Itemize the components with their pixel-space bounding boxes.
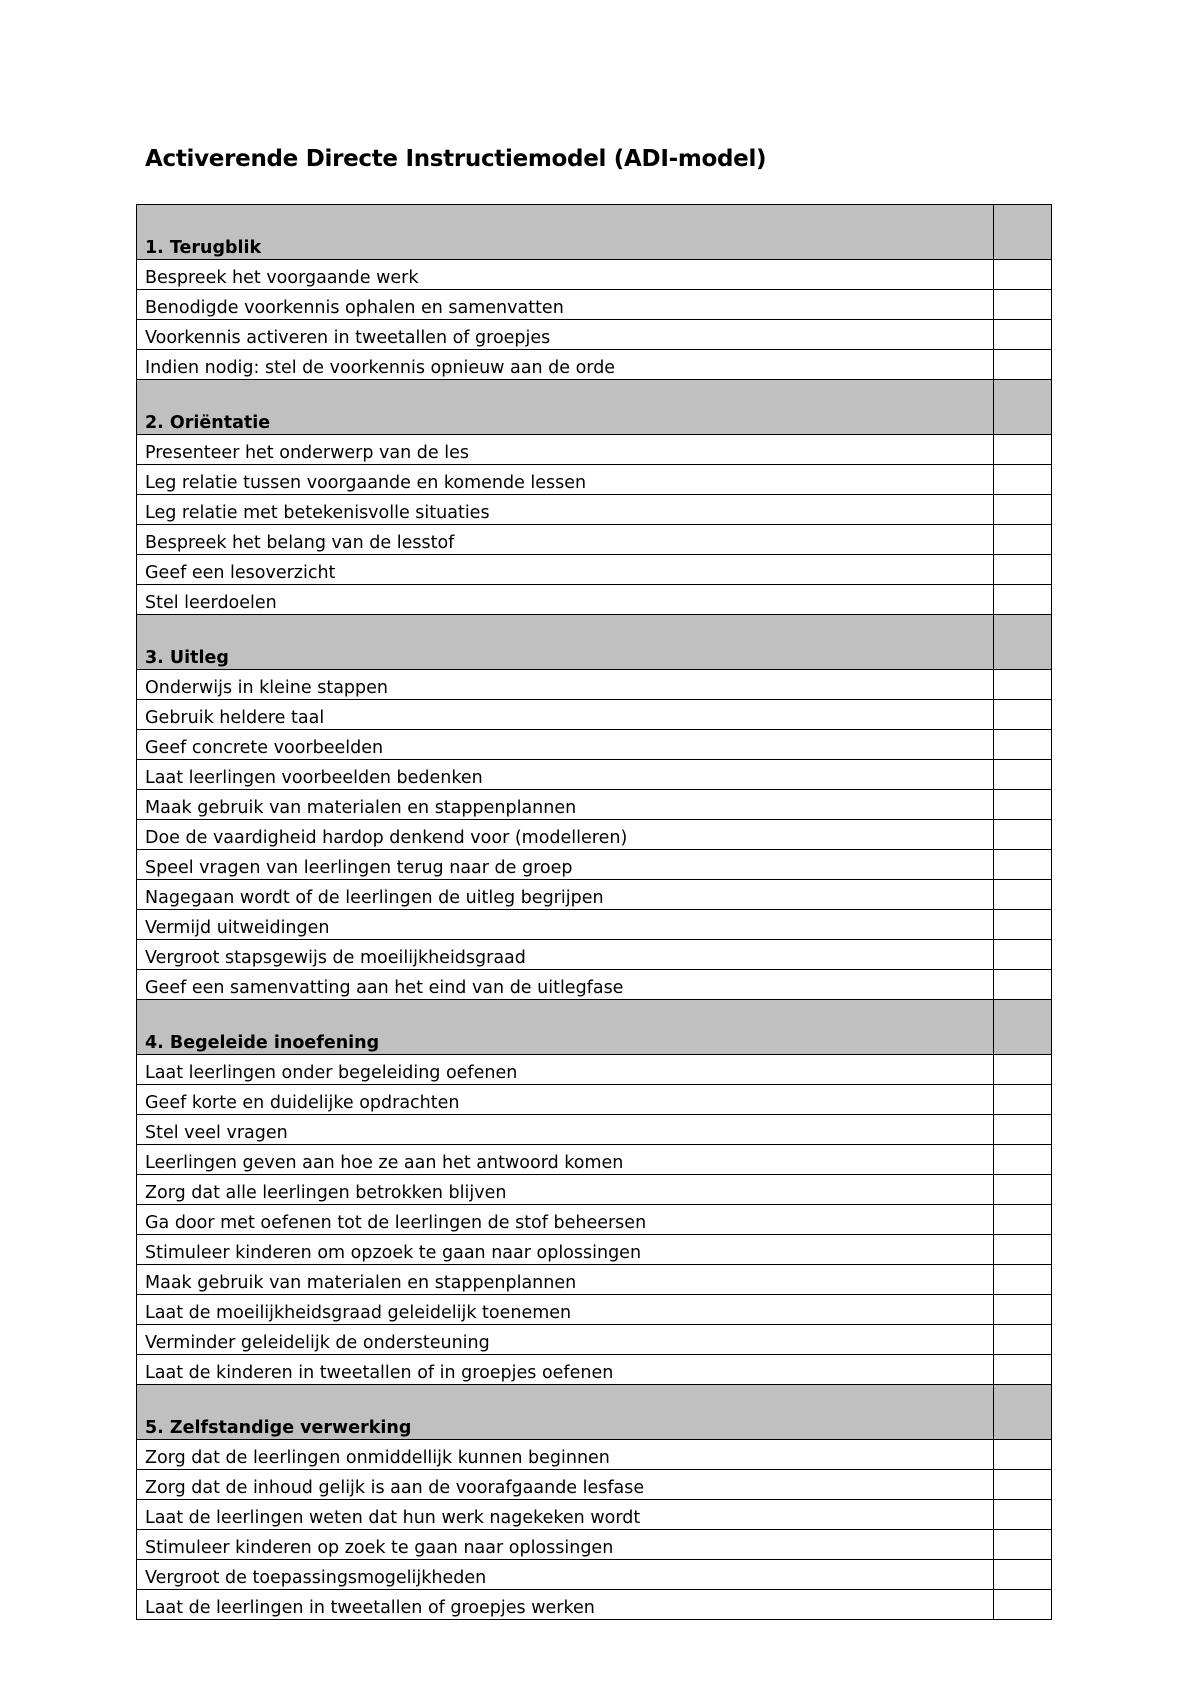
section-check-cell [994, 205, 1052, 260]
checkbox-cell[interactable] [994, 850, 1052, 880]
checkbox-cell[interactable] [994, 1440, 1052, 1470]
checklist-item-text: Nagegaan wordt of de leerlingen de uitleg begrijpen [137, 880, 994, 910]
checklist-row [137, 1055, 1052, 1085]
checklist-item-text: Vergroot stapsgewijs de moeilijkheidsgraad [137, 940, 994, 970]
checklist-row [137, 700, 1052, 730]
checkbox-cell[interactable] [994, 1115, 1052, 1145]
checkbox-cell[interactable] [994, 1205, 1052, 1235]
checklist-row [137, 1325, 1052, 1355]
checkbox-cell[interactable] [994, 350, 1052, 380]
checklist-item-text: Leg relatie met betekenisvolle situaties [137, 495, 994, 525]
section-check-cell [994, 615, 1052, 670]
checkbox-cell[interactable] [994, 495, 1052, 525]
checklist-row [137, 760, 1052, 790]
checklist-row [137, 1470, 1052, 1500]
checklist-row [137, 1590, 1052, 1620]
checklist-row [137, 670, 1052, 700]
checklist-item-text: Stel veel vragen [137, 1115, 994, 1145]
checklist-item-text: Gebruik heldere taal [137, 700, 994, 730]
checklist-item-text: Laat de moeilijkheidsgraad geleidelijk toenemen [137, 1295, 994, 1325]
section-heading: 2. Oriëntatie [137, 380, 994, 435]
checklist-row [137, 350, 1052, 380]
document-title: Activerende Directe Instructiemodel (ADI-model) [145, 146, 767, 172]
checklist-row [137, 1265, 1052, 1295]
checklist-item-text: Onderwijs in kleine stappen [137, 670, 994, 700]
checklist-item-text: Benodigde voorkennis ophalen en samenvatten [137, 290, 994, 320]
checkbox-cell[interactable] [994, 730, 1052, 760]
checklist-item-text: Maak gebruik van materialen en stappenplannen [137, 1265, 994, 1295]
checkbox-cell[interactable] [994, 555, 1052, 585]
checklist-item-text: Stimuleer kinderen op zoek te gaan naar oplossingen [137, 1530, 994, 1560]
checkbox-cell[interactable] [994, 525, 1052, 555]
checklist-item-text: Vermijd uitweidingen [137, 910, 994, 940]
checklist-row [137, 1175, 1052, 1205]
checkbox-cell[interactable] [994, 970, 1052, 1000]
checkbox-cell[interactable] [994, 910, 1052, 940]
checkbox-cell[interactable] [994, 1295, 1052, 1325]
checklist-row [137, 790, 1052, 820]
checklist-item-text: Voorkennis activeren in tweetallen of groepjes [137, 320, 994, 350]
checkbox-cell[interactable] [994, 790, 1052, 820]
checkbox-cell[interactable] [994, 700, 1052, 730]
checklist-item-text: Ga door met oefenen tot de leerlingen de stof beheersen [137, 1205, 994, 1235]
checklist-item-text: Zorg dat de inhoud gelijk is aan de voorafgaande lesfase [137, 1470, 994, 1500]
checklist-item-text: Zorg dat alle leerlingen betrokken blijven [137, 1175, 994, 1205]
checklist-row [137, 1530, 1052, 1560]
checklist-item-text: Bespreek het voorgaande werk [137, 260, 994, 290]
section-check-cell [994, 1000, 1052, 1055]
section-heading: 3. Uitleg [137, 615, 994, 670]
section-heading: 5. Zelfstandige verwerking [137, 1385, 994, 1440]
section-check-cell [994, 1385, 1052, 1440]
checklist-item-text: Vergroot de toepassingsmogelijkheden [137, 1560, 994, 1590]
section-header-row [137, 380, 1052, 435]
checklist-item-text: Bespreek het belang van de lesstof [137, 525, 994, 555]
checklist-row [137, 290, 1052, 320]
section-heading: 4. Begeleide inoefening [137, 1000, 994, 1055]
checkbox-cell[interactable] [994, 435, 1052, 465]
section-heading: 1. Terugblik [137, 205, 994, 260]
checkbox-cell[interactable] [994, 260, 1052, 290]
checkbox-cell[interactable] [994, 1500, 1052, 1530]
checklist-item-text: Laat leerlingen voorbeelden bedenken [137, 760, 994, 790]
checklist-item-text: Laat de leerlingen weten dat hun werk nagekeken wordt [137, 1500, 994, 1530]
checklist-row [137, 1500, 1052, 1530]
checklist-row [137, 465, 1052, 495]
checklist-row [137, 1145, 1052, 1175]
adi-checklist-table [136, 204, 1052, 1620]
checklist-row [137, 495, 1052, 525]
section-check-cell [994, 380, 1052, 435]
checkbox-cell[interactable] [994, 1355, 1052, 1385]
checkbox-cell[interactable] [994, 1470, 1052, 1500]
checklist-item-text: Presenteer het onderwerp van de les [137, 435, 994, 465]
checkbox-cell[interactable] [994, 1085, 1052, 1115]
checklist-item-text: Laat de leerlingen in tweetallen of groepjes werken [137, 1590, 994, 1620]
checklist-row [137, 435, 1052, 465]
section-header-row [137, 615, 1052, 670]
checklist-item-text: Geef een samenvatting aan het eind van de uitlegfase [137, 970, 994, 1000]
checklist-row [137, 320, 1052, 350]
checklist-body [137, 205, 1052, 1620]
checklist-item-text: Maak gebruik van materialen en stappenplannen [137, 790, 994, 820]
section-header-row [137, 1000, 1052, 1055]
checklist-row [137, 940, 1052, 970]
checklist-row [137, 1295, 1052, 1325]
checklist-item-text: Zorg dat de leerlingen onmiddellijk kunnen beginnen [137, 1440, 994, 1470]
checkbox-cell[interactable] [994, 1235, 1052, 1265]
checklist-row [137, 585, 1052, 615]
checkbox-cell[interactable] [994, 760, 1052, 790]
checkbox-cell[interactable] [994, 290, 1052, 320]
checkbox-cell[interactable] [994, 320, 1052, 350]
checklist-item-text: Verminder geleidelijk de ondersteuning [137, 1325, 994, 1355]
checklist-row [137, 1235, 1052, 1265]
checklist-row [137, 910, 1052, 940]
checklist-row [137, 555, 1052, 585]
checklist-item-text: Laat leerlingen onder begeleiding oefenen [137, 1055, 994, 1085]
checklist-row [137, 970, 1052, 1000]
checkbox-cell[interactable] [994, 880, 1052, 910]
checklist-item-text: Geef een lesoverzicht [137, 555, 994, 585]
checklist-item-text: Geef concrete voorbeelden [137, 730, 994, 760]
checklist-row [137, 1440, 1052, 1470]
checklist-row [137, 1115, 1052, 1145]
checklist-item-text: Leerlingen geven aan hoe ze aan het antwoord komen [137, 1145, 994, 1175]
checkbox-cell[interactable] [994, 820, 1052, 850]
checkbox-cell[interactable] [994, 465, 1052, 495]
checkbox-cell[interactable] [994, 1145, 1052, 1175]
checklist-row [137, 1560, 1052, 1590]
checkbox-cell[interactable] [994, 670, 1052, 700]
checkbox-cell[interactable] [994, 1055, 1052, 1085]
checklist-row [137, 525, 1052, 555]
checkbox-cell[interactable] [994, 1325, 1052, 1355]
checklist-item-text: Speel vragen van leerlingen terug naar de groep [137, 850, 994, 880]
checklist-item-text: Stel leerdoelen [137, 585, 994, 615]
checklist-row [137, 1355, 1052, 1385]
checkbox-cell[interactable] [994, 1590, 1052, 1620]
checklist-row [137, 1205, 1052, 1235]
checklist-row [137, 730, 1052, 760]
checklist-item-text: Indien nodig: stel de voorkennis opnieuw aan de orde [137, 350, 994, 380]
checklist-item-text: Leg relatie tussen voorgaande en komende lessen [137, 465, 994, 495]
checkbox-cell[interactable] [994, 1175, 1052, 1205]
checklist-item-text: Laat de kinderen in tweetallen of in groepjes oefenen [137, 1355, 994, 1385]
checklist-row [137, 880, 1052, 910]
section-header-row [137, 1385, 1052, 1440]
checkbox-cell[interactable] [994, 1530, 1052, 1560]
checklist-row [137, 1085, 1052, 1115]
checklist-row [137, 850, 1052, 880]
checklist-item-text: Doe de vaardigheid hardop denkend voor (modelleren) [137, 820, 994, 850]
checkbox-cell[interactable] [994, 1265, 1052, 1295]
checklist-row [137, 820, 1052, 850]
checkbox-cell[interactable] [994, 585, 1052, 615]
section-header-row [137, 205, 1052, 260]
checkbox-cell[interactable] [994, 1560, 1052, 1590]
checklist-item-text: Geef korte en duidelijke opdrachten [137, 1085, 994, 1115]
checklist-item-text: Stimuleer kinderen om opzoek te gaan naar oplossingen [137, 1235, 994, 1265]
checklist-row [137, 260, 1052, 290]
checkbox-cell[interactable] [994, 940, 1052, 970]
